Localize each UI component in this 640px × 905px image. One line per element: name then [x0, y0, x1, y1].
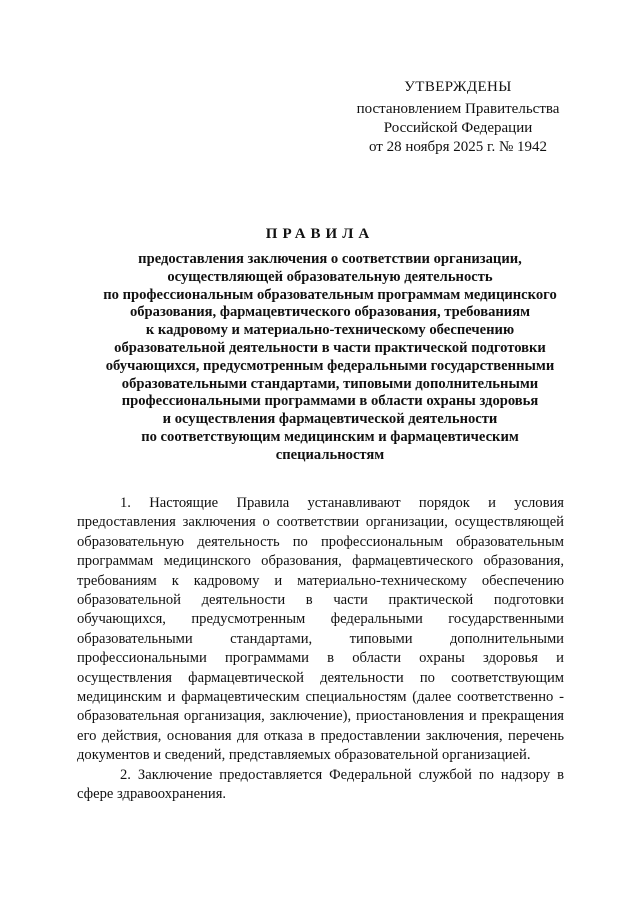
approval-block [328, 78, 588, 157]
subtitle-line: по соответствующим медицинским и фармацевтическим [141, 428, 519, 445]
subtitle-line: образования, фармацевтического образования, требованиям [129, 304, 531, 321]
subtitle-line: профессиональными программами в области охраны здоровья [121, 393, 539, 410]
approval-line: Российской Федерации [383, 120, 533, 136]
paragraph-2: 2. Заключение предоставляется Федеральной службой по надзору в сфере здравоохранения. [77, 766, 564, 803]
document-body [77, 494, 564, 805]
paragraph-1: 1. Настоящие Правила устанавливают порядок и условия предоставления заключения о соответствии организации, осуществляющей образовательную деятельность по профессиональным образовательным программам медицинского образования, фармацевтического образования, требованиям к кадровому и материально-техническому обеспечению образовательной деятельности в части практической подготовки обучающихся, предусмотренным федеральными государственными образовательными стандартами, типовыми дополнительными профессиональными программами в области охраны здоровья и осуществления фармацевтической деятельности по соответствующим медицинским и фармацевтическим специальностям (далее соответственно - образовательная организация, заключение), приостановления и прекращения его действия, основания для отказа в предоставлении заключения, перечень документов и сведений, представляемых образовательной организацией. [77, 495, 564, 764]
subtitle-line: обучающихся, предусмотренным федеральными государственными [105, 357, 555, 374]
subtitle-line: образовательной деятельности в части практической подготовки [114, 339, 546, 356]
subtitle-line: образовательными стандартами, типовыми дополнительными [121, 375, 539, 392]
approval-heading: УТВЕРЖДЕНЫ [404, 79, 512, 95]
subtitle-line: и осуществления фармацевтической деятельности [162, 411, 498, 428]
approval-date: от 28 ноября 2025 г. № 1942 [368, 139, 548, 155]
subtitle-line: специальностям [275, 446, 385, 463]
approval-line: постановлением Правительства [356, 101, 560, 117]
subtitle-line: осуществляющей образовательную деятельность [167, 268, 493, 285]
document-subtitle [70, 251, 590, 465]
subtitle-line: предоставления заключения о соответствии организации, [138, 251, 522, 267]
document-title: ПРАВИЛА [265, 226, 375, 242]
subtitle-line: к кадровому и материально-техническому обеспечению [145, 322, 515, 339]
subtitle-line: по профессиональным образовательным программам медицинского [103, 286, 557, 303]
